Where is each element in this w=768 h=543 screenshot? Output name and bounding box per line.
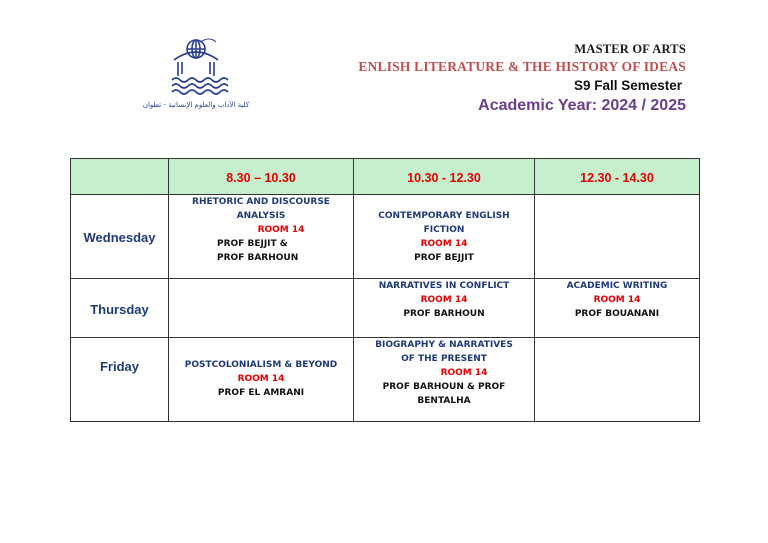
table-row <box>71 195 700 279</box>
academic-year: Academic Year: 2024 / 2025 <box>478 97 686 114</box>
time-slot-header: 8.30 – 10.30 <box>169 159 354 195</box>
logo-caption: كلية الآداب والعلوم الإنسانية - تطوان <box>142 101 250 109</box>
professor-name: PROF BEJJIT & <box>217 239 288 249</box>
professor-name: BENTALHA <box>417 396 471 406</box>
session-cell <box>169 338 354 422</box>
room-label: ROOM 14 <box>440 368 488 378</box>
course-name: RHETORIC AND DISCOURSE <box>192 197 330 207</box>
empty-cell <box>169 279 354 338</box>
day-cell: Wednesday <box>71 195 169 279</box>
room-label: ROOM 14 <box>257 225 305 235</box>
faculty-logo-icon <box>140 36 252 102</box>
course-name: CONTEMPORARY ENGLISH <box>378 210 510 221</box>
professor-name: PROF BEJJIT <box>414 252 474 263</box>
professor-name: PROF BOUANANI <box>574 309 660 319</box>
room-label: ROOM 14 <box>237 374 285 384</box>
professor-name: PROF BARHOUN <box>217 253 299 263</box>
room-label: ROOM 14 <box>420 295 468 305</box>
course-name: FICTION <box>423 224 465 235</box>
timetable <box>70 158 700 422</box>
professor-name: PROF BARHOUN & PROF <box>382 382 506 392</box>
time-slot-header: 12.30 - 14.30 <box>535 159 700 195</box>
empty-cell <box>535 338 700 422</box>
course-name: POSTCOLONIALISM & BEYOND <box>184 360 338 370</box>
corner-cell <box>71 159 169 195</box>
program-subtitle: ENLISH LITERATURE & THE HISTORY OF IDEAS <box>358 59 686 74</box>
session-cell <box>535 279 700 338</box>
room-label: ROOM 14 <box>593 295 641 305</box>
professor-name: PROF EL AMRANI <box>217 388 305 398</box>
professor-name: PROF BARHOUN <box>403 309 485 319</box>
session-cell <box>354 279 535 338</box>
course-name: ACADEMIC WRITING <box>566 281 668 291</box>
empty-cell <box>535 195 700 279</box>
semester-label: S9 Fall Semester <box>573 78 682 93</box>
timetable-header-row <box>71 159 700 195</box>
room-label: ROOM 14 <box>420 238 468 249</box>
table-row <box>71 338 700 422</box>
program-title: MASTER OF ARTS <box>574 42 686 56</box>
table-row <box>71 279 700 338</box>
day-cell: Friday <box>71 338 169 422</box>
day-cell: Thursday <box>71 279 169 338</box>
course-name: ANALYSIS <box>236 211 286 221</box>
session-cell <box>354 338 535 422</box>
session-cell <box>169 195 354 279</box>
time-slot-header: 10.30 - 12.30 <box>354 159 535 195</box>
course-name: OF THE PRESENT <box>401 354 487 364</box>
session-cell <box>354 195 535 279</box>
course-name: BIOGRAPHY & NARRATIVES <box>375 340 513 350</box>
course-name: NARRATIVES IN CONFLICT <box>378 281 510 291</box>
